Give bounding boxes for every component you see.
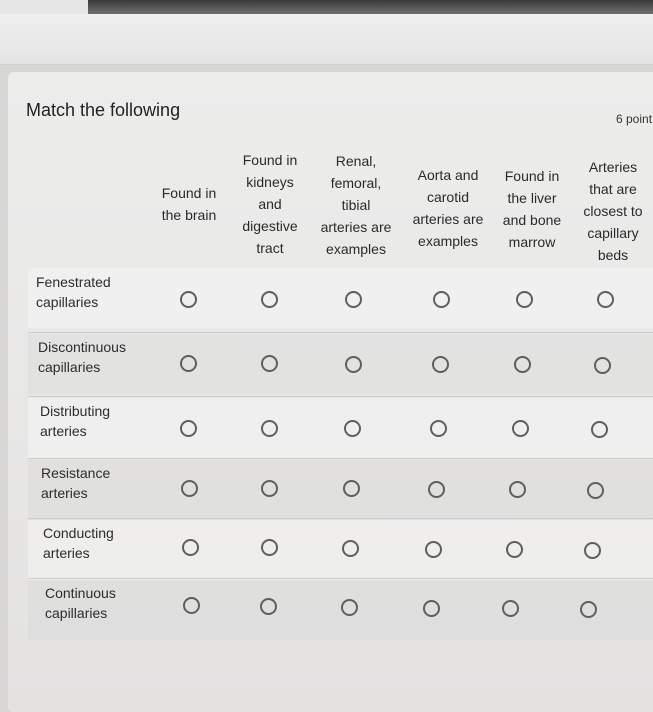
table-row-4 xyxy=(28,460,653,520)
radio-r3-c2[interactable] xyxy=(261,420,278,437)
radio-r6-c1[interactable] xyxy=(183,597,200,614)
radio-r1-c5[interactable] xyxy=(516,291,533,308)
radio-r5-c1[interactable] xyxy=(182,539,199,556)
column-header-6: Arteries that are closest to capillary beds xyxy=(583,159,643,263)
radio-r3-c1[interactable] xyxy=(180,420,197,437)
radio-r5-c3[interactable] xyxy=(342,540,359,557)
radio-r1-c1[interactable] xyxy=(180,291,197,308)
radio-r1-c2[interactable] xyxy=(261,291,278,308)
row-divider xyxy=(28,578,653,579)
radio-r1-c3[interactable] xyxy=(345,291,362,308)
row-label-5: Conducting arteries xyxy=(43,525,114,561)
column-header-4: Aorta and carotid arteries are examples xyxy=(412,167,484,249)
radio-r3-c6[interactable] xyxy=(591,421,608,438)
radio-r5-c4[interactable] xyxy=(425,541,442,558)
radio-r6-c4[interactable] xyxy=(423,600,440,617)
table-row-3 xyxy=(28,398,653,458)
radio-r6-c3[interactable] xyxy=(341,599,358,616)
column-header-5: Found in the liver and bone marrow xyxy=(502,168,562,250)
row-label-4: Resistance arteries xyxy=(41,465,111,501)
question-title: Match the following xyxy=(26,100,181,120)
row-label-1: Fenestrated capillaries xyxy=(36,274,111,310)
window-top-bar xyxy=(0,0,653,14)
radio-r4-c1[interactable] xyxy=(181,480,198,497)
row-label-3: Distributing arteries xyxy=(40,403,111,439)
row-divider xyxy=(28,332,653,333)
row-label-2: Discontinuous capillaries xyxy=(38,339,126,375)
row-label-6: Continuous capillaries xyxy=(45,585,116,621)
radio-r2-c4[interactable] xyxy=(432,356,449,373)
radio-r6-c2[interactable] xyxy=(260,598,277,615)
radio-r4-c3[interactable] xyxy=(343,480,360,497)
radio-r5-c2[interactable] xyxy=(261,539,278,556)
column-header-2: Found in kidneys and digestive tract xyxy=(242,152,298,256)
question-points: 6 point xyxy=(616,112,653,126)
radio-r2-c5[interactable] xyxy=(514,356,531,373)
header-band xyxy=(0,14,653,65)
top-bar-gap xyxy=(0,0,88,14)
radio-r1-c4[interactable] xyxy=(433,291,450,308)
radio-r4-c4[interactable] xyxy=(428,481,445,498)
row-divider xyxy=(28,396,653,397)
radio-r3-c4[interactable] xyxy=(430,420,447,437)
radio-r2-c2[interactable] xyxy=(261,355,278,372)
radio-r3-c5[interactable] xyxy=(512,420,529,437)
table-row-1 xyxy=(28,268,653,328)
table-row-5 xyxy=(28,520,653,580)
radio-r6-c6[interactable] xyxy=(580,601,597,618)
column-header-1: Found in the brain xyxy=(161,185,217,223)
radio-r2-c3[interactable] xyxy=(345,356,362,373)
radio-r5-c5[interactable] xyxy=(506,541,523,558)
radio-r1-c6[interactable] xyxy=(597,291,614,308)
column-header-3: Renal, femoral, tibial arteries are examples xyxy=(320,153,392,257)
radio-r2-c6[interactable] xyxy=(594,357,611,374)
row-divider xyxy=(28,458,653,459)
row-divider xyxy=(28,518,653,519)
radio-r5-c6[interactable] xyxy=(584,542,601,559)
radio-r4-c6[interactable] xyxy=(587,482,604,499)
radio-r3-c3[interactable] xyxy=(344,420,361,437)
radio-r4-c5[interactable] xyxy=(509,481,526,498)
radio-r4-c2[interactable] xyxy=(261,480,278,497)
radio-r2-c1[interactable] xyxy=(180,355,197,372)
radio-r6-c5[interactable] xyxy=(502,600,519,617)
